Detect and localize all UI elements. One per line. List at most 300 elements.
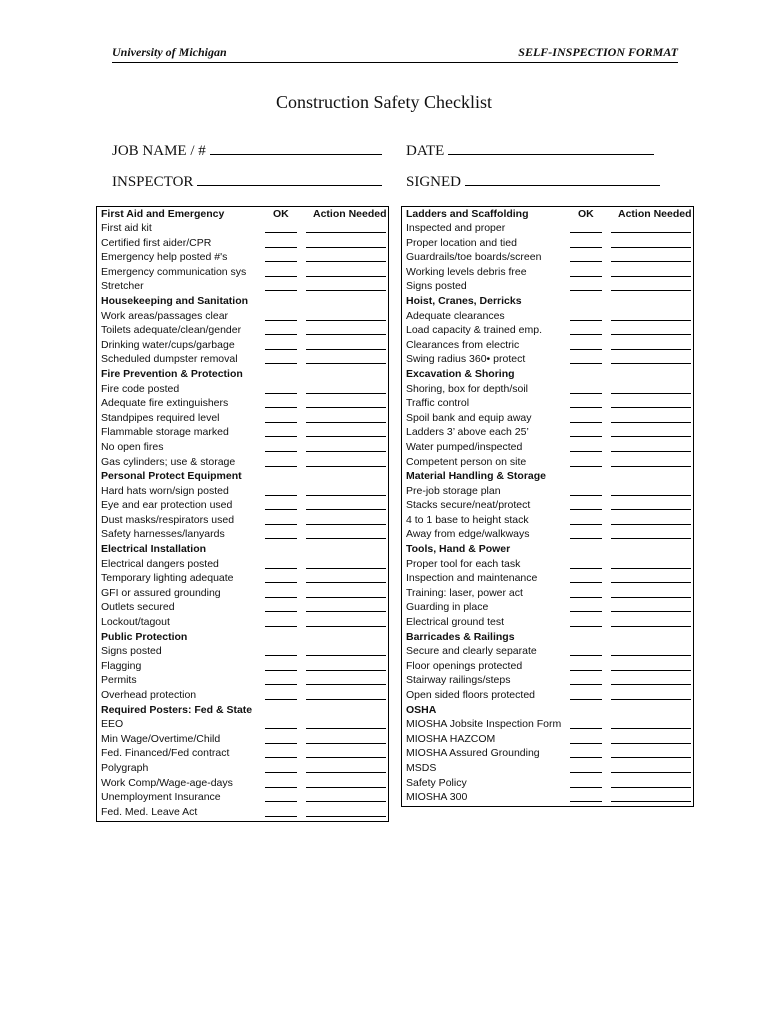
checklist-item-label: Hard hats worn/sign posted [101, 484, 229, 497]
action-needed-blank[interactable] [611, 334, 691, 335]
section-heading [97, 630, 388, 645]
ok-blank[interactable] [265, 728, 297, 729]
checklist-item [402, 571, 693, 586]
ok-blank[interactable] [265, 582, 297, 583]
checklist-item-label: Stretcher [101, 280, 144, 293]
ok-blank[interactable] [265, 276, 297, 277]
action-needed-blank[interactable] [611, 582, 691, 583]
checklist-item-label: Signs posted [101, 645, 162, 658]
left-panel-header-row [97, 207, 388, 221]
checklist-item-label: Adequate fire extinguishers [101, 397, 229, 410]
ok-blank[interactable] [265, 509, 297, 510]
action-needed-blank[interactable] [306, 684, 386, 685]
ok-blank[interactable] [570, 655, 602, 656]
action-needed-blank[interactable] [306, 538, 386, 539]
ok-blank[interactable] [265, 320, 297, 321]
ok-blank[interactable] [265, 232, 297, 233]
action-needed-blank[interactable] [611, 597, 691, 598]
checklist-item-label: Working levels debris free [406, 265, 527, 278]
section-heading [97, 542, 388, 557]
checklist-item-label: Ladders 3’ above each 25’ [406, 426, 529, 439]
section-heading-label: Housekeeping and Sanitation [101, 294, 249, 307]
checklist-item [402, 484, 693, 499]
checklist-item [402, 659, 693, 674]
action-needed-blank[interactable] [611, 363, 691, 364]
checklist-item-label: Guardrails/toe boards/screen [406, 251, 542, 264]
signed-label: SIGNED [406, 174, 461, 190]
ok-blank[interactable] [570, 699, 602, 700]
action-needed-blank[interactable] [306, 626, 386, 627]
header-format: SELF-INSPECTION FORMAT [518, 45, 678, 59]
action-needed-blank[interactable] [611, 509, 691, 510]
checklist-item-label: Fed. Med. Leave Act [101, 805, 198, 818]
checklist-item-label: Proper tool for each task [406, 557, 521, 570]
section-heading-label: Hoist, Cranes, Derricks [406, 294, 522, 307]
checklist-item [402, 776, 693, 791]
ok-blank[interactable] [570, 743, 602, 744]
checklist-item [97, 411, 388, 426]
checklist-item-label: Load capacity & trained emp. [406, 324, 542, 337]
checklist-item-label: Overhead protection [101, 689, 197, 701]
checklist-item [402, 790, 693, 805]
checklist-item-label: 4 to 1 base to height stack [406, 513, 529, 526]
checklist-item-label: Pre-job storage plan [406, 484, 501, 497]
section-heading-label: Barricades & Railings [406, 630, 515, 643]
action-needed-blank[interactable] [306, 772, 386, 773]
action-needed-blank[interactable] [306, 363, 386, 364]
ok-blank[interactable] [265, 524, 297, 525]
checklist-item [97, 717, 388, 732]
action-needed-blank[interactable] [306, 568, 386, 569]
checklist-item-label: Adequate clearances [406, 309, 505, 322]
checklist-item-label: Signs posted [406, 280, 467, 293]
action-needed-blank[interactable] [306, 597, 386, 598]
action-needed-blank[interactable] [306, 247, 386, 248]
checklist-item [402, 688, 693, 703]
ok-blank[interactable] [265, 538, 297, 539]
checklist-item-label: MSDS [406, 761, 437, 774]
action-needed-blank[interactable] [306, 655, 386, 656]
ok-blank[interactable] [265, 743, 297, 744]
action-needed-blank[interactable] [306, 699, 386, 700]
ok-blank[interactable] [265, 787, 297, 788]
checklist-item-label: Open sided floors protected [406, 689, 535, 701]
ok-blank[interactable] [570, 290, 602, 291]
checklist-item [402, 396, 693, 411]
checklist-item [97, 571, 388, 586]
ok-blank[interactable] [570, 772, 602, 773]
ok-blank[interactable] [265, 684, 297, 685]
checklist-item [97, 805, 388, 820]
ok-blank[interactable] [265, 422, 297, 423]
ok-blank[interactable] [265, 655, 297, 656]
action-needed-blank[interactable] [306, 801, 386, 802]
checklist-item [97, 236, 388, 251]
ok-blank[interactable] [570, 495, 602, 496]
ok-blank[interactable] [265, 699, 297, 700]
action-needed-blank[interactable] [611, 787, 691, 788]
checklist-item [402, 586, 693, 601]
action-needed-blank[interactable] [611, 684, 691, 685]
left-panel-rows [97, 221, 388, 819]
section-heading-label: Excavation & Shoring [406, 367, 515, 380]
checklist-item [97, 732, 388, 747]
checklist-item-label: GFI or assured grounding [101, 586, 221, 599]
ok-blank[interactable] [570, 684, 602, 685]
checklist-item [402, 673, 693, 688]
checklist-item [97, 265, 388, 280]
action-needed-blank[interactable] [611, 757, 691, 758]
ok-blank[interactable] [265, 670, 297, 671]
action-needed-blank[interactable] [611, 407, 691, 408]
section-heading [402, 630, 693, 645]
checklist-item [97, 440, 388, 455]
checklist-item [402, 557, 693, 572]
action-needed-blank[interactable] [306, 261, 386, 262]
checklist-item [97, 455, 388, 470]
checklist-item-label: Competent person on site [406, 455, 527, 468]
checklist-item [97, 382, 388, 397]
checklist-item-label: Secure and clearly separate [406, 645, 537, 658]
checklist-item-label: Flammable storage marked [101, 426, 229, 439]
section-heading [402, 469, 693, 484]
section-heading [97, 294, 388, 309]
action-needed-blank[interactable] [306, 436, 386, 437]
ok-blank[interactable] [570, 597, 602, 598]
action-needed-blank[interactable] [306, 757, 386, 758]
checklist-item [97, 688, 388, 703]
ok-blank[interactable] [265, 290, 297, 291]
ok-blank[interactable] [265, 801, 297, 802]
checklist-item-label: First aid kit [101, 222, 152, 234]
checklist-item [97, 338, 388, 353]
checklist-item [97, 557, 388, 572]
checklist-item [402, 279, 693, 294]
checklist-item [97, 746, 388, 761]
checklist-item [97, 776, 388, 791]
checklist-item [97, 279, 388, 294]
section-heading [402, 294, 693, 309]
ok-blank[interactable] [570, 801, 602, 802]
checklist-item-label: Stacks secure/neat/protect [406, 499, 531, 512]
ok-blank[interactable] [265, 816, 297, 817]
action-needed-blank[interactable] [611, 611, 691, 612]
action-needed-blank[interactable] [611, 320, 691, 321]
checklist-item-label: Outlets secured [101, 601, 175, 614]
checklist-item [402, 644, 693, 659]
ok-blank[interactable] [265, 626, 297, 627]
ok-blank[interactable] [570, 320, 602, 321]
checklist-item [402, 338, 693, 353]
ok-blank[interactable] [265, 466, 297, 467]
action-needed-blank[interactable] [611, 524, 691, 525]
ok-blank[interactable] [265, 407, 297, 408]
section-heading-label: Public Protection [101, 630, 188, 643]
ok-blank[interactable] [265, 772, 297, 773]
checklist-left-panel [96, 206, 389, 822]
date-field[interactable] [406, 142, 654, 160]
checklist-item [97, 221, 388, 236]
ok-blank[interactable] [570, 451, 602, 452]
checklist-item-label: Fire code posted [101, 382, 180, 395]
ok-blank[interactable] [265, 436, 297, 437]
checklist-item-label: MIOSHA Jobsite Inspection Form [406, 718, 562, 731]
action-needed-blank[interactable] [306, 816, 386, 817]
signed-blank[interactable] [465, 173, 660, 186]
right-panel-rows [402, 221, 693, 805]
action-needed-blank[interactable] [306, 611, 386, 612]
action-needed-blank[interactable] [306, 407, 386, 408]
left-ok-column-header: OK [273, 208, 289, 220]
action-needed-blank[interactable] [611, 349, 691, 350]
action-needed-blank[interactable] [611, 393, 691, 394]
action-needed-blank[interactable] [611, 655, 691, 656]
action-needed-blank[interactable] [611, 538, 691, 539]
checklist-item-label: Away from edge/walkways [406, 528, 530, 541]
right-ok-column-header: OK [578, 208, 594, 220]
checklist-item [402, 323, 693, 338]
checklist-item [97, 600, 388, 615]
checklist-item-label: Traffic control [406, 397, 470, 410]
checklist-item [97, 498, 388, 513]
ok-blank[interactable] [570, 538, 602, 539]
ok-blank[interactable] [570, 261, 602, 262]
checklist-item [402, 717, 693, 732]
page-header [112, 42, 678, 63]
ok-blank[interactable] [570, 247, 602, 248]
action-needed-blank[interactable] [306, 422, 386, 423]
checklist-item-label: Clearances from electric [406, 338, 520, 351]
ok-blank[interactable] [570, 422, 602, 423]
job-name-field[interactable] [112, 142, 382, 160]
action-needed-blank[interactable] [611, 451, 691, 452]
action-needed-blank[interactable] [306, 276, 386, 277]
ok-blank[interactable] [570, 728, 602, 729]
action-needed-blank[interactable] [306, 495, 386, 496]
checklist-item-label: Scheduled dumpster removal [101, 353, 238, 366]
action-needed-blank[interactable] [611, 743, 691, 744]
ok-blank[interactable] [265, 261, 297, 262]
action-needed-blank[interactable] [306, 670, 386, 671]
checklist-item [402, 761, 693, 776]
action-needed-blank[interactable] [611, 466, 691, 467]
checklist-item-label: Work areas/passages clear [101, 309, 229, 322]
action-needed-blank[interactable] [611, 290, 691, 291]
ok-blank[interactable] [570, 626, 602, 627]
section-heading-label: Material Handling & Storage [406, 470, 547, 483]
action-needed-blank[interactable] [306, 393, 386, 394]
checklist-item [402, 382, 693, 397]
checklist-item-label: Temporary lighting adequate [101, 572, 234, 585]
ok-blank[interactable] [570, 466, 602, 467]
ok-blank[interactable] [570, 232, 602, 233]
checklist-item-label: Fed. Financed/Fed contract [101, 747, 230, 760]
signed-field[interactable] [406, 173, 660, 191]
checklist-right-panel [401, 206, 694, 807]
action-needed-blank[interactable] [611, 261, 691, 262]
action-needed-blank[interactable] [306, 320, 386, 321]
checklist-item-label: Electrical dangers posted [101, 557, 219, 570]
job-name-label: JOB NAME / # [112, 143, 206, 159]
checklist-item [97, 659, 388, 674]
checklist-item-label: Permits [101, 674, 137, 687]
ok-blank[interactable] [265, 568, 297, 569]
checklist-item-label: Eye and ear protection used [101, 499, 233, 512]
action-needed-blank[interactable] [306, 728, 386, 729]
checklist-item [97, 484, 388, 499]
section-heading-label: Personal Protect Equipment [101, 470, 242, 483]
checklist-item-label: Electrical ground test [406, 616, 505, 629]
checklist-item [97, 352, 388, 367]
action-needed-blank[interactable] [306, 524, 386, 525]
checklist-item-label: Toilets adequate/clean/gender [101, 324, 242, 337]
checklist-item-label: Guarding in place [406, 601, 489, 614]
header-organization: University of Michigan [112, 45, 227, 59]
checklist-item [402, 498, 693, 513]
checklist-item-label: EEO [101, 718, 124, 731]
ok-blank[interactable] [265, 757, 297, 758]
checklist-item [97, 673, 388, 688]
action-needed-blank[interactable] [611, 232, 691, 233]
action-needed-blank[interactable] [306, 743, 386, 744]
section-heading-label: Fire Prevention & Protection [101, 367, 243, 380]
ok-blank[interactable] [265, 393, 297, 394]
action-needed-blank[interactable] [611, 568, 691, 569]
action-needed-blank[interactable] [306, 349, 386, 350]
ok-blank[interactable] [265, 334, 297, 335]
action-needed-blank[interactable] [611, 801, 691, 802]
ok-blank[interactable] [570, 757, 602, 758]
checklist-item-label: Lockout/tagout [101, 616, 170, 629]
inspector-blank[interactable] [197, 173, 382, 186]
checklist-item-label: MIOSHA HAZCOM [406, 732, 496, 745]
ok-blank[interactable] [265, 451, 297, 452]
checklist-item [402, 455, 693, 470]
checklist-item [402, 236, 693, 251]
job-name-blank[interactable] [210, 142, 382, 155]
ok-blank[interactable] [570, 787, 602, 788]
page-title: Construction Safety Checklist [276, 92, 492, 112]
checklist-item-label: Flagging [101, 659, 142, 672]
right-panel-heading: Ladders and Scaffolding [406, 208, 529, 220]
action-needed-blank[interactable] [611, 699, 691, 700]
checklist-item-label: Work Comp/Wage-age-days [101, 776, 233, 789]
ok-blank[interactable] [570, 611, 602, 612]
checklist-item [402, 615, 693, 630]
section-heading [402, 703, 693, 718]
action-needed-blank[interactable] [306, 787, 386, 788]
checklist-item-label: Proper location and tied [406, 236, 517, 249]
inspector-field[interactable] [112, 173, 382, 191]
checklist-item [97, 513, 388, 528]
checklist-item [97, 761, 388, 776]
left-action-column-header: Action Needed [313, 208, 387, 220]
ok-blank[interactable] [570, 349, 602, 350]
ok-blank[interactable] [570, 334, 602, 335]
action-needed-blank[interactable] [611, 422, 691, 423]
checklist-item [97, 586, 388, 601]
action-needed-blank[interactable] [306, 582, 386, 583]
action-needed-blank[interactable] [306, 466, 386, 467]
right-panel-header-row [402, 207, 693, 221]
ok-blank[interactable] [570, 582, 602, 583]
checklist-item-label: MIOSHA Assured Grounding [406, 747, 540, 760]
checklist-item [97, 790, 388, 805]
checklist-item-label: Emergency help posted #'s [101, 251, 228, 264]
checklist-item [402, 527, 693, 542]
section-heading-label: Required Posters: Fed & State [101, 703, 253, 716]
checklist-item-label: Emergency communication sys [101, 265, 247, 278]
ok-blank[interactable] [570, 436, 602, 437]
checklist-item [97, 425, 388, 440]
checklist-item-label: Drinking water/cups/garbage [101, 338, 235, 351]
ok-blank[interactable] [570, 393, 602, 394]
checklist-item-label: Unemployment Insurance [101, 791, 221, 804]
checklist-item-label: No open fires [101, 440, 164, 453]
action-needed-blank[interactable] [306, 509, 386, 510]
checklist-item-label: Certified first aider/CPR [101, 236, 212, 249]
action-needed-blank[interactable] [611, 772, 691, 773]
action-needed-blank[interactable] [306, 334, 386, 335]
ok-blank[interactable] [265, 363, 297, 364]
ok-blank[interactable] [265, 611, 297, 612]
ok-blank[interactable] [570, 276, 602, 277]
ok-blank[interactable] [570, 524, 602, 525]
action-needed-blank[interactable] [611, 728, 691, 729]
checklist-item-label: Floor openings protected [406, 659, 523, 672]
checklist-item-label: Water pumped/inspected [406, 440, 523, 453]
action-needed-blank[interactable] [306, 290, 386, 291]
action-needed-blank[interactable] [611, 626, 691, 627]
checklist-item-label: Spoil bank and equip away [406, 411, 532, 424]
action-needed-blank[interactable] [611, 436, 691, 437]
action-needed-blank[interactable] [611, 670, 691, 671]
checklist-item-label: Swing radius 360• protect [406, 353, 526, 366]
ok-blank[interactable] [265, 247, 297, 248]
inspector-label: INSPECTOR [112, 174, 194, 190]
ok-blank[interactable] [265, 495, 297, 496]
section-heading [402, 367, 693, 382]
left-panel-heading: First Aid and Emergency [101, 208, 225, 220]
ok-blank[interactable] [570, 407, 602, 408]
checklist-item [402, 425, 693, 440]
date-label: DATE [406, 143, 445, 159]
checklist-item-label: Safety Policy [406, 776, 467, 789]
ok-blank[interactable] [265, 349, 297, 350]
section-heading [97, 367, 388, 382]
section-heading-label: Electrical Installation [101, 543, 207, 556]
ok-blank[interactable] [570, 363, 602, 364]
ok-blank[interactable] [570, 568, 602, 569]
action-needed-blank[interactable] [611, 495, 691, 496]
section-heading-label: OSHA [406, 703, 437, 716]
ok-blank[interactable] [265, 597, 297, 598]
date-blank[interactable] [448, 142, 654, 155]
checklist-item [97, 396, 388, 411]
section-heading [402, 542, 693, 557]
action-needed-blank[interactable] [306, 451, 386, 452]
ok-blank[interactable] [570, 509, 602, 510]
ok-blank[interactable] [570, 670, 602, 671]
checklist-item [402, 440, 693, 455]
checklist-item [402, 411, 693, 426]
section-heading-label: Tools, Hand & Power [406, 543, 511, 556]
action-needed-blank[interactable] [611, 247, 691, 248]
action-needed-blank[interactable] [306, 232, 386, 233]
checklist-item [402, 265, 693, 280]
checklist-item-label: Safety harnesses/lanyards [101, 528, 225, 541]
action-needed-blank[interactable] [611, 276, 691, 277]
